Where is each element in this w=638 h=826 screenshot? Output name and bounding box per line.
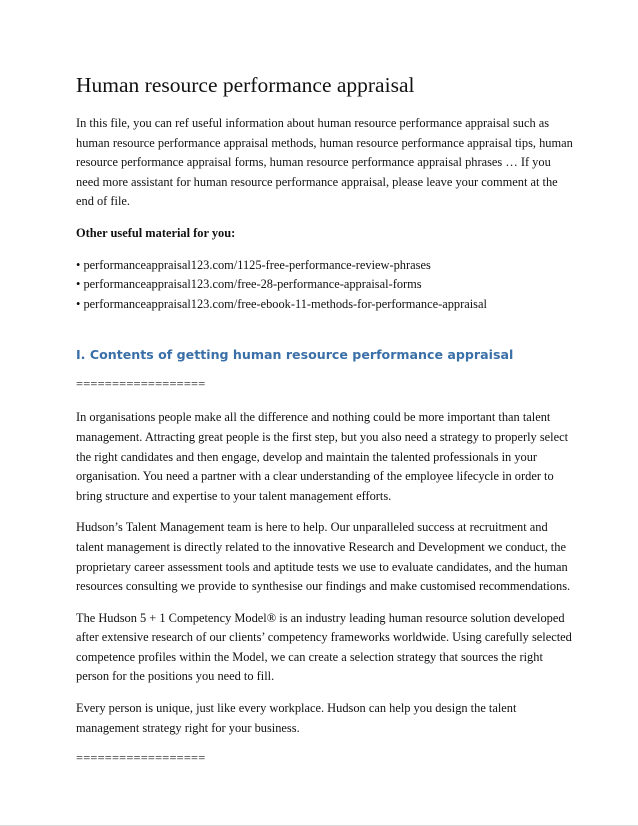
useful-links-list xyxy=(76,256,576,315)
document-body xyxy=(76,72,576,782)
body-paragraph-1: In organisations people make all the difference and nothing could be more important than talent management. Attracting great people is the first step, but you also need a strategy to properly select the right candidates and then engage, develop and maintain the talented professionals in your organisation. You need a partner with a clear understanding of the employee lifecycle in order to bring structure and expertise to your talent management efforts. xyxy=(76,410,569,503)
section-heading: I. Contents of getting human resource performance appraisal xyxy=(76,347,514,363)
other-material-heading: Other useful material for you: xyxy=(76,225,236,240)
useful-link[interactable]: • performanceappraisal123.com/1125-free-performance-review-phrases xyxy=(76,256,576,276)
document-title: Human resource performance appraisal xyxy=(76,73,415,97)
useful-link[interactable]: • performanceappraisal123.com/free-28-performance-appraisal-forms xyxy=(76,275,576,295)
intro-paragraph: In this file, you can ref useful information about human resource performance appraisal such as human resource performance appraisal methods, human resource performance appraisal tips, human resource performance appraisal forms, human resource performance appraisal phrases … If you need more assistant for human resource performance appraisal, please leave your comment at the end of file. xyxy=(76,116,573,209)
body-paragraph-4: Every person is unique, just like every workplace. Hudson can help you design the talent management strategy right for your business. xyxy=(76,701,517,735)
separator-top: ================== xyxy=(76,377,206,392)
separator-bottom: ================== xyxy=(76,751,206,766)
body-paragraph-2: Hudson’s Talent Management team is here to help. Our unparalleled success at recruitment and talent management is directly related to the innovative Research and Development we conduct, the proprietary career assessment tools and aptitude tests we use to evaluate candidates, and the human resources consulting we provide to synthesise our findings and make customised recommendations. xyxy=(76,520,571,594)
useful-link[interactable]: • performanceappraisal123.com/free-ebook-11-methods-for-performance-appraisal xyxy=(76,295,576,315)
body-paragraph-3: The Hudson 5 + 1 Competency Model® is an industry leading human resource solution developed after extensive research of our clients’ competency frameworks worldwide. Using carefully selected competence profiles within the Model, we can create a selection strategy that sources the right person for the positions you need to fill. xyxy=(76,610,572,684)
